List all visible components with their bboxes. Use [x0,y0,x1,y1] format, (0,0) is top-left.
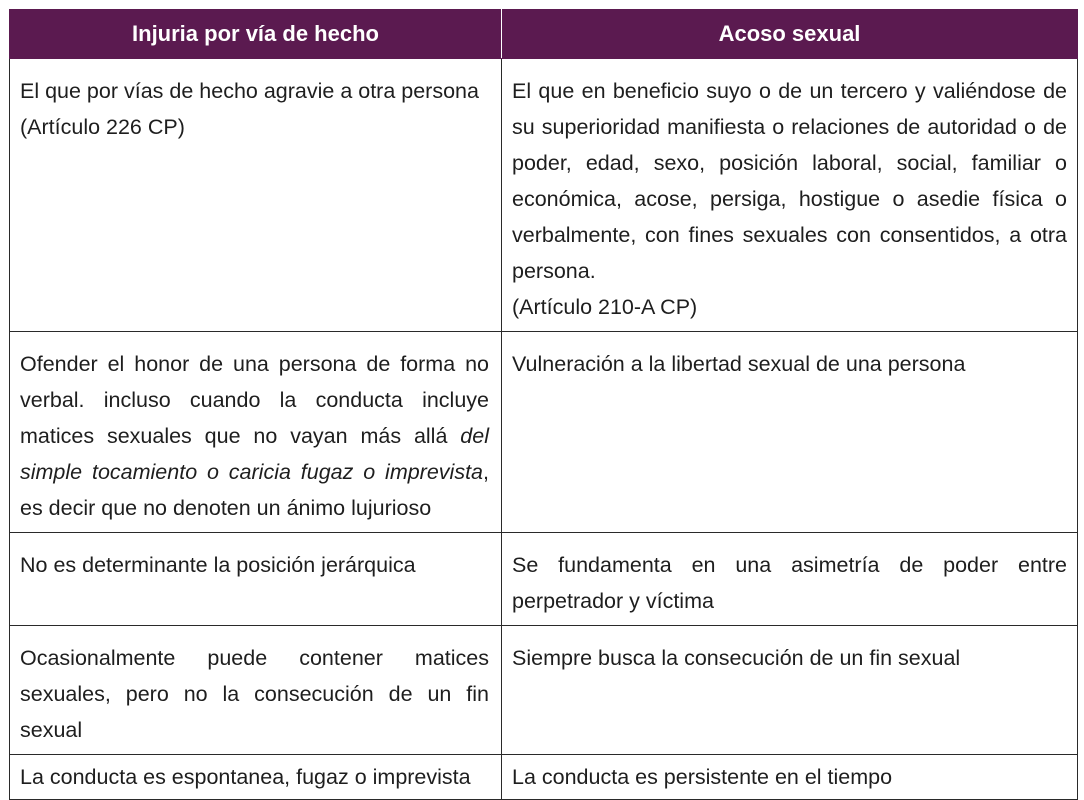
cell-text: , es decir que no denoten un ánimo lujurioso [20,460,489,520]
cell-injuria [10,59,502,332]
cell-injuria [10,755,502,800]
table-row [10,755,1078,800]
cell-injuria [10,533,502,626]
cell-text-italic: del simple tocamiento o caricia fugaz o imprevista [20,424,489,484]
table-row [10,59,1078,332]
table-row [10,533,1078,626]
header-row [10,10,1078,59]
header-acoso: Acoso sexual [502,10,1078,59]
cell-acoso [502,755,1078,800]
cell-text: La conducta es espontanea, fugaz o imprevista [20,765,471,789]
cell-injuria [10,332,502,533]
cell-acoso [502,533,1078,626]
cell-text: La conducta es persistente en el tiempo [512,765,893,789]
cell-text: Vulneración a la libertad sexual de una persona [512,352,966,376]
cell-text: Se fundamenta en una asimetría de poder entre perpetrador y víctima [512,553,1067,613]
cell-text: Ocasionalmente puede contener matices sexuales, pero no la consecución de un fin sexual [20,646,489,742]
table-row [10,332,1078,533]
cell-text: No es determinante la posición jerárquica [20,553,416,577]
cell-acoso [502,332,1078,533]
table-row [10,626,1078,755]
header-injuria: Injuria por vía de hecho [10,10,502,59]
cell-acoso [502,626,1078,755]
comparison-table [9,9,1078,800]
cell-acoso [502,59,1078,332]
cell-text: El que en beneficio suyo o de un tercero y valiéndose de su superioridad manifiesta o relaciones de autoridad o de poder, edad, sexo, posición laboral, social, familiar o económica, acose, persiga, hostigue o asedie física o verbalmente, con fines sexuales con consentidos, a otra persona. [512,79,1067,283]
cell-text: El que por vías de hecho agravie a otra persona (Artículo 226 CP) [20,79,479,139]
cell-text: Siempre busca la consecución de un fin sexual [512,646,961,670]
citation: (Artículo 210-A CP) [512,295,698,319]
cell-text: Ofender el honor de una persona de forma no verbal. incluso cuando la conducta incluye matices sexuales que no vayan más allá [20,352,489,448]
cell-injuria [10,626,502,755]
